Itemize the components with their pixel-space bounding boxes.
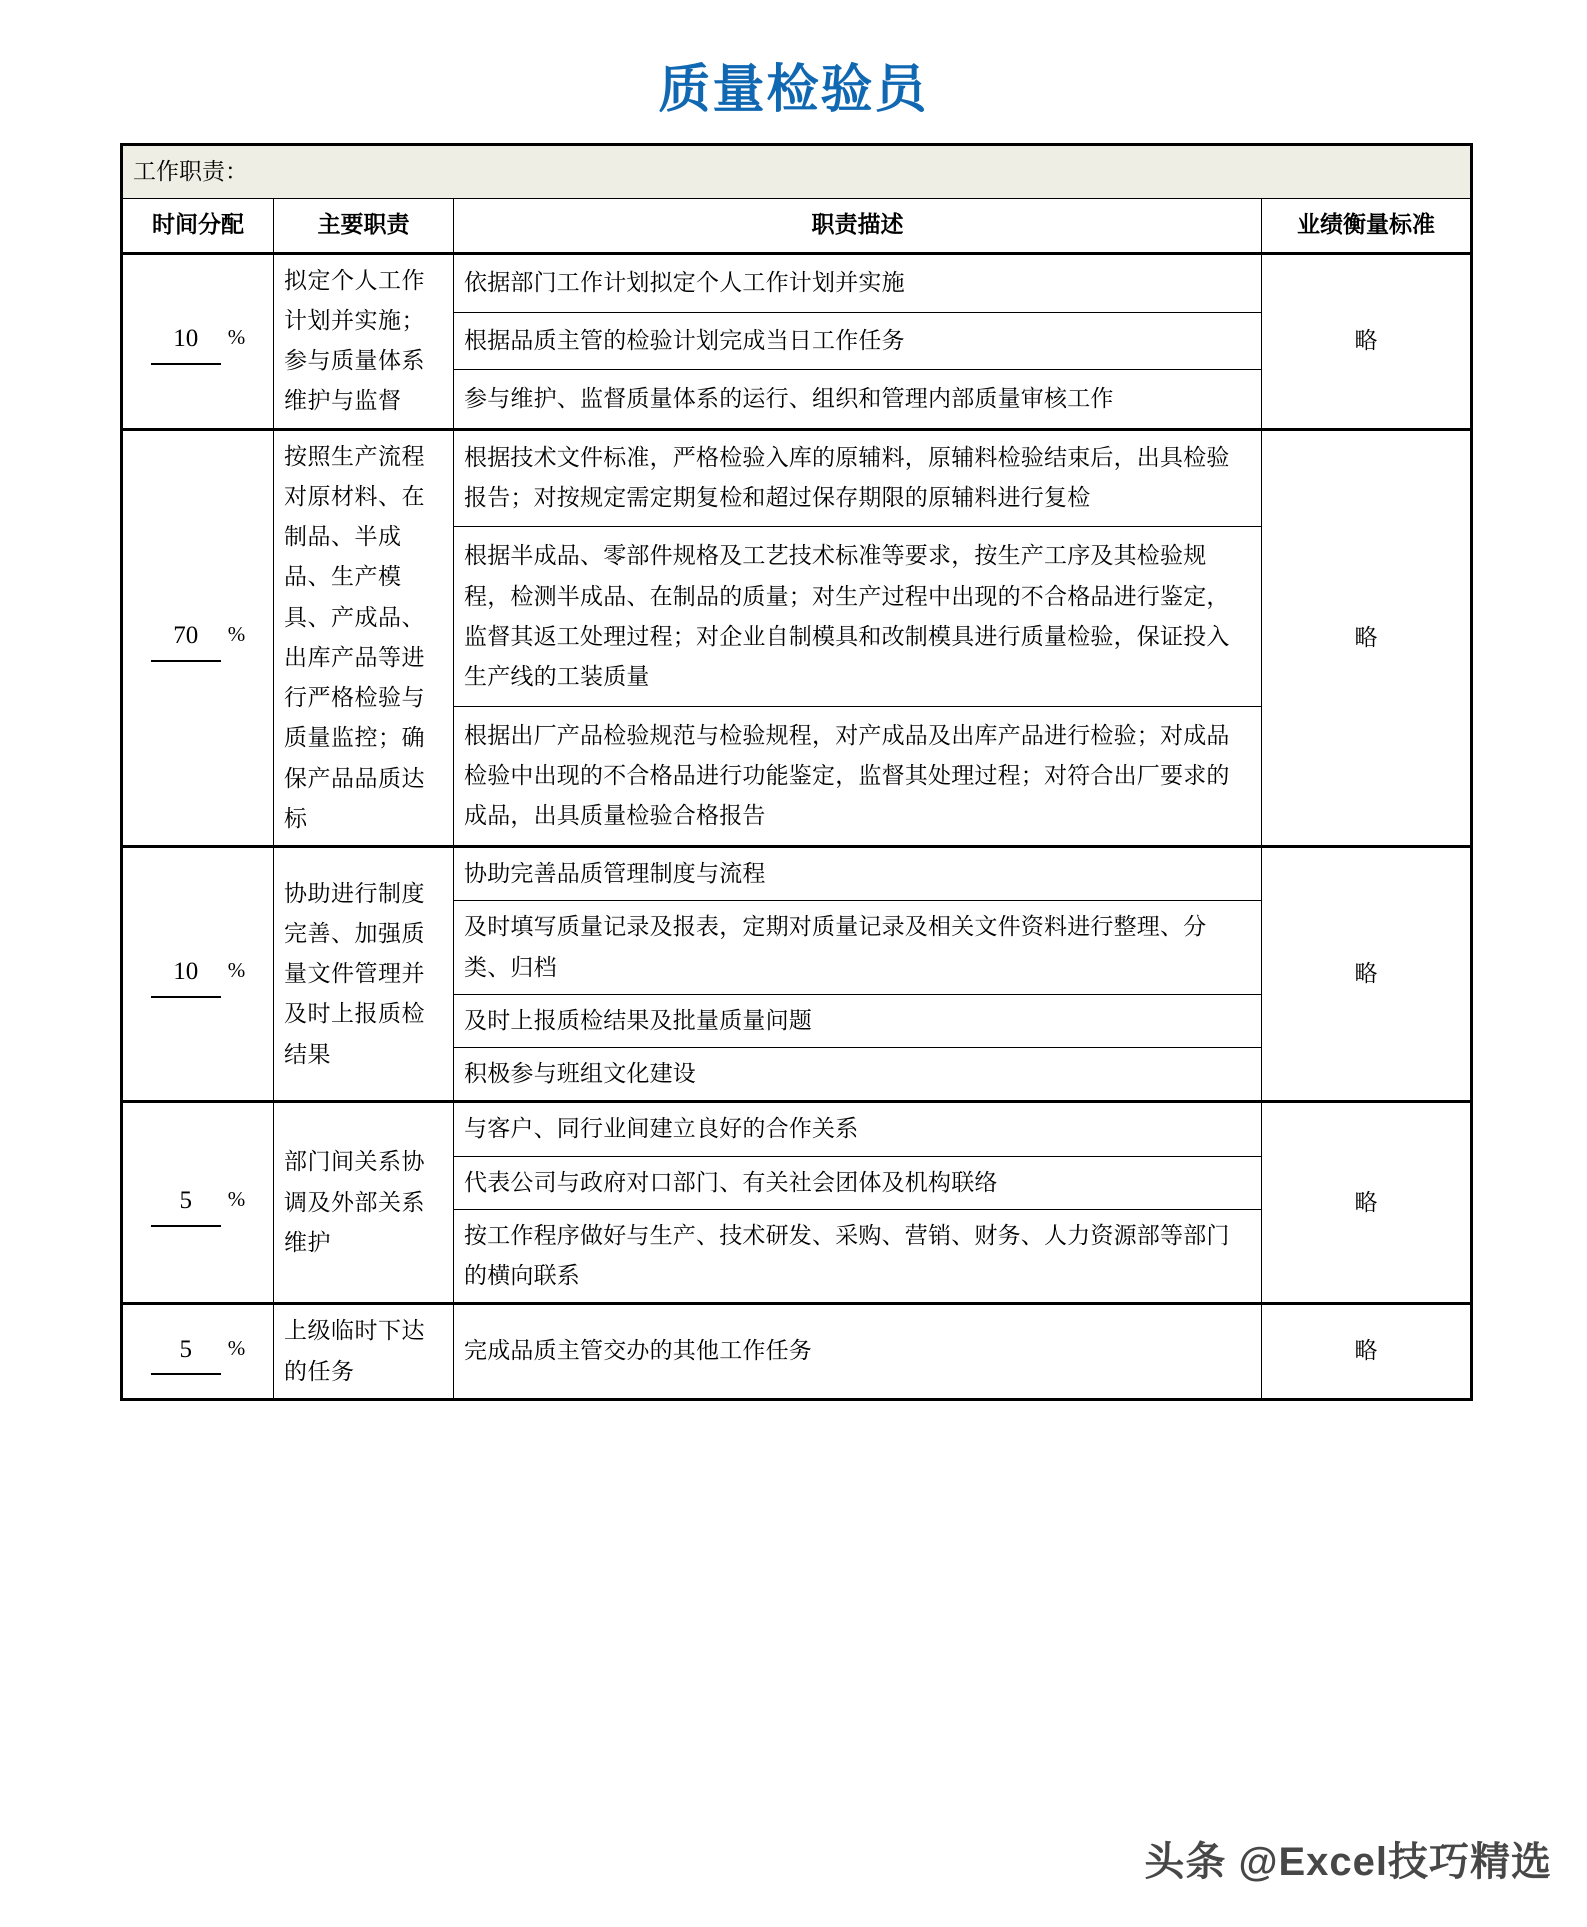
cell-kpi: 略 (1262, 1304, 1472, 1400)
percent-field (151, 1179, 246, 1227)
cell-kpi: 略 (1262, 253, 1472, 429)
cell-duty-description: 依据部门工作计划拟定个人工作计划并实施 (454, 253, 1262, 312)
percent-field (151, 950, 246, 998)
percent-field (151, 1328, 246, 1376)
percent-symbol: % (227, 1186, 246, 1211)
cell-duty-description: 根据品质主管的检验计划完成当日工作任务 (454, 312, 1262, 370)
percent-symbol: % (227, 621, 246, 646)
cell-duty-description: 及时上报质检结果及批量质量问题 (454, 994, 1262, 1047)
cell-duty-description: 代表公司与政府对口部门、有关社会团体及机构联络 (454, 1156, 1262, 1209)
table-row (122, 253, 1472, 312)
column-header-desc: 职责描述 (454, 199, 1262, 253)
watermark: 头条 @Excel技巧精选 (1144, 1840, 1552, 1884)
table-body (122, 145, 1472, 1400)
percent-value: 5 (151, 1328, 221, 1376)
cell-kpi: 略 (1262, 1102, 1472, 1304)
percent-value: 70 (151, 614, 221, 662)
job-duties-table (120, 143, 1473, 1401)
table-row (122, 847, 1472, 901)
cell-duty-description: 积极参与班组文化建设 (454, 1048, 1262, 1102)
cell-duty-description: 协助完善品质管理制度与流程 (454, 847, 1262, 901)
cell-duty-description: 与客户、同行业间建立良好的合作关系 (454, 1102, 1262, 1156)
cell-kpi: 略 (1262, 847, 1472, 1102)
cell-time-allocation (122, 1304, 274, 1400)
percent-value: 10 (151, 950, 221, 998)
cell-main-duty: 协助进行制度完善、加强质量文件管理并及时上报质检结果 (274, 847, 454, 1102)
section-label: 工作职责： (122, 145, 1472, 199)
cell-time-allocation (122, 1102, 274, 1304)
cell-kpi: 略 (1262, 429, 1472, 847)
cell-duty-description: 参与维护、监督质量体系的运行、组织和管理内部质量审核工作 (454, 370, 1262, 429)
cell-time-allocation (122, 847, 274, 1102)
column-header-time: 时间分配 (122, 199, 274, 253)
cell-duty-description: 根据半成品、零部件规格及工艺技术标准等要求，按生产工序及其检验规程，检测半成品、在制品的质量；对生产过程中出现的不合格品进行鉴定，监督其返工处理过程；对企业自制模具和改制模具进行质量检验，保证投入生产线的工装质量 (454, 527, 1262, 707)
percent-field (151, 614, 246, 662)
percent-symbol: % (227, 958, 246, 983)
job-duties-table-wrapper (120, 143, 1470, 1401)
page-title: 质量检验员 (658, 61, 929, 119)
table-row (122, 1102, 1472, 1156)
percent-symbol: % (227, 325, 246, 350)
cell-duty-description: 完成品质主管交办的其他工作任务 (454, 1304, 1262, 1400)
table-row (122, 429, 1472, 527)
cell-main-duty: 拟定个人工作计划并实施；参与质量体系维护与监督 (274, 253, 454, 429)
cell-time-allocation (122, 253, 274, 429)
percent-value: 5 (151, 1179, 221, 1227)
column-header-row (122, 199, 1472, 253)
cell-time-allocation (122, 429, 274, 847)
percent-value: 10 (151, 317, 221, 365)
percent-symbol: % (227, 1335, 246, 1360)
cell-main-duty: 部门间关系协调及外部关系维护 (274, 1102, 454, 1304)
table-row (122, 1304, 1472, 1400)
cell-duty-description: 根据出厂产品检验规范与检验规程，对产成品及出库产品进行检验；对成品检验中出现的不合格品进行功能鉴定，监督其处理过程；对符合出厂要求的成品，出具质量检验合格报告 (454, 707, 1262, 847)
cell-main-duty: 上级临时下达的任务 (274, 1304, 454, 1400)
section-header-row (122, 145, 1472, 199)
percent-field (151, 317, 246, 365)
column-header-duty: 主要职责 (274, 199, 454, 253)
cell-duty-description: 根据技术文件标准，严格检验入库的原辅料，原辅料检验结束后，出具检验报告；对按规定需定期复检和超过保存期限的原辅料进行复检 (454, 429, 1262, 527)
cell-main-duty: 按照生产流程对原材料、在制品、半成品、生产模具、产成品、出库产品等进行严格检验与质量监控；确保产品品质达标 (274, 429, 454, 847)
column-header-kpi: 业绩衡量标准 (1262, 199, 1472, 253)
cell-duty-description: 按工作程序做好与生产、技术研发、采购、营销、财务、人力资源部等部门的横向联系 (454, 1209, 1262, 1304)
cell-duty-description: 及时填写质量记录及报表，定期对质量记录及相关文件资料进行整理、分类、归档 (454, 901, 1262, 995)
